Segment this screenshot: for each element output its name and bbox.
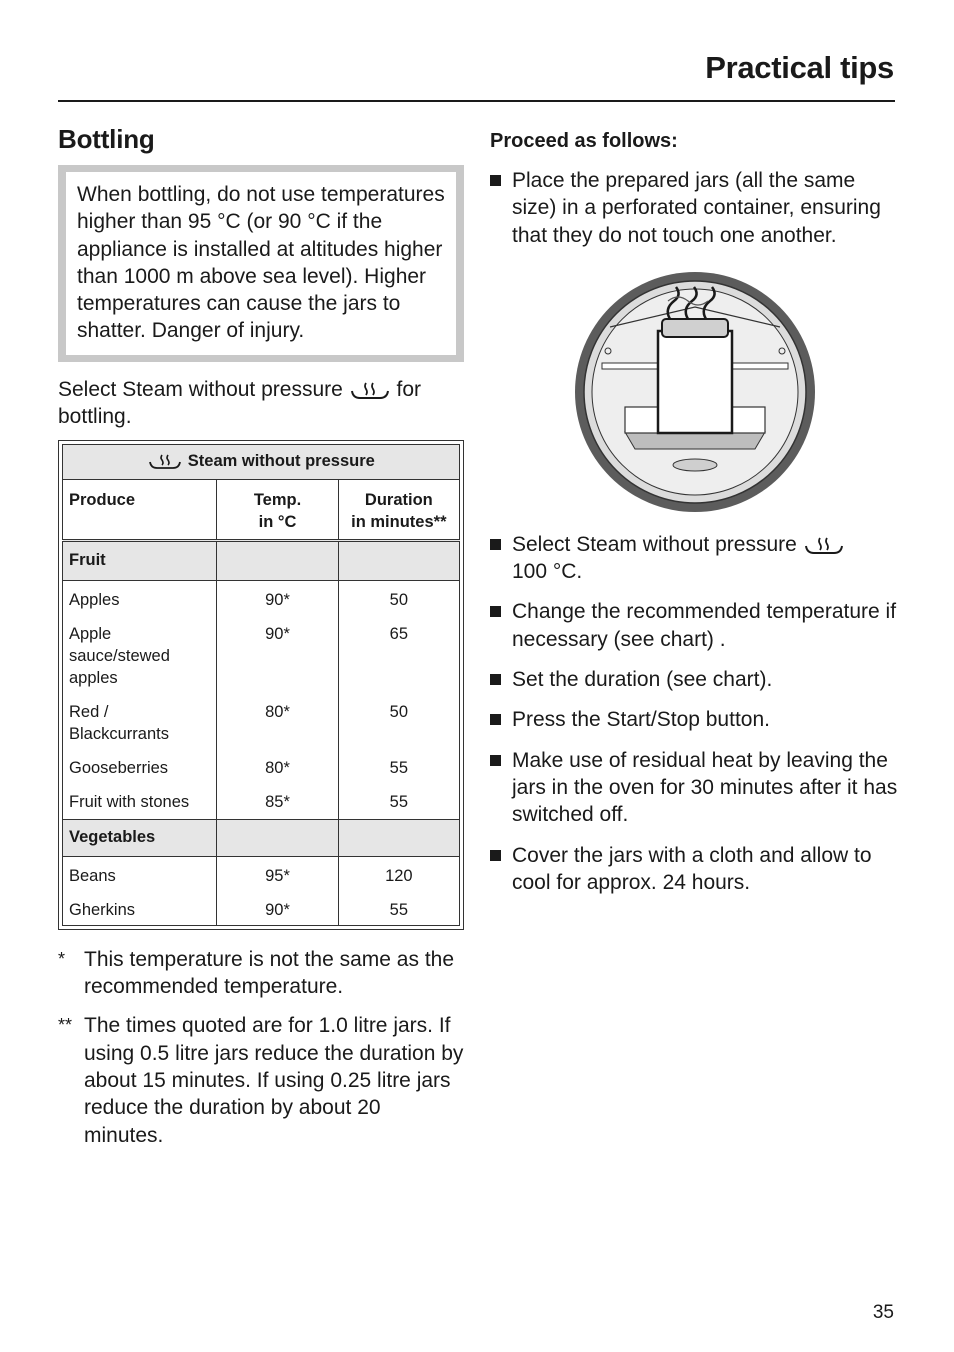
table-caption: [63, 444, 460, 479]
column-header-duration: [338, 479, 459, 540]
category-label: Vegetables: [63, 819, 217, 856]
steam-without-pressure-icon: [147, 453, 183, 471]
step-select-after: 100 °C.: [512, 560, 583, 584]
temp-cell: 90*: [217, 580, 338, 617]
bullet-icon: [490, 606, 501, 617]
header-divider: [58, 100, 895, 102]
procedure-step-text: Cover the jars with a cloth and allow to cool for approx. 24 hours.: [512, 843, 872, 894]
column-header-temp-line2: in °C: [258, 512, 297, 531]
procedure-heading: Proceed as follows:: [490, 130, 678, 152]
procedure-step: [490, 167, 900, 249]
temp-cell: 90*: [217, 617, 338, 695]
cooking-table: [62, 444, 460, 926]
intro-text-before: Select Steam without pressure: [58, 377, 343, 401]
procedure-step-text: Press the Start/Stop button.: [512, 708, 770, 732]
steam-without-pressure-icon: [803, 534, 845, 556]
bullet-icon: [490, 755, 501, 766]
bullet-icon: [490, 539, 501, 550]
bullet-icon: [490, 850, 501, 861]
category-row-vegetables: [63, 819, 460, 856]
duration-cell: 50: [338, 580, 459, 617]
temp-cell: 80*: [217, 751, 338, 785]
temp-cell: 95*: [217, 856, 338, 893]
column-header-duration-line1: Duration: [364, 490, 433, 509]
procedure-step-text: Change the recommended temperature if necessary (see chart) .: [512, 600, 897, 651]
section-heading: Bottling: [58, 124, 155, 154]
page-title: Practical tips: [705, 50, 894, 85]
warning-box: [58, 165, 464, 362]
column-header-temp: [217, 479, 338, 540]
duration-cell: 120: [338, 856, 459, 893]
oven-jar-illustration: [490, 267, 900, 517]
procedure-step: [490, 531, 900, 586]
category-row-fruit: [63, 540, 460, 580]
footnote-mark: *: [58, 948, 66, 969]
procedure-step-text: Make use of residual heat by leaving the jars in the oven for 30 minutes after it has switched off.: [512, 748, 898, 827]
table-row: [63, 580, 460, 617]
bullet-icon: [490, 714, 501, 725]
temp-cell: 90*: [217, 893, 338, 926]
table-row: [63, 785, 460, 820]
category-label: Fruit: [63, 540, 217, 580]
table-row: [63, 751, 460, 785]
table-row: [63, 617, 460, 695]
produce-cell: Beans: [63, 856, 217, 893]
produce-cell: Gherkins: [63, 893, 217, 926]
duration-cell: 65: [338, 617, 459, 695]
column-header-duration-line2: in minutes**: [351, 512, 447, 531]
table-row: [63, 856, 460, 893]
temp-cell: 85*: [217, 785, 338, 820]
produce-cell: Apples: [63, 580, 217, 617]
steam-without-pressure-icon: [349, 379, 391, 401]
duration-cell: 50: [338, 695, 459, 751]
produce-cell: Fruit with stones: [63, 785, 217, 820]
right-column: [490, 130, 900, 909]
procedure-step: [490, 666, 900, 693]
procedure-step: [490, 598, 900, 653]
duration-cell: 55: [338, 785, 459, 820]
produce-cell: Gooseberries: [63, 751, 217, 785]
produce-cell: Red / Blackcurrants: [63, 695, 217, 751]
footnote-text: This temperature is not the same as the recommended temperature.: [84, 947, 455, 999]
procedure-step: [490, 842, 900, 897]
bullet-icon: [490, 175, 501, 186]
footnote-double-asterisk: [58, 1012, 464, 1148]
footnote-mark: **: [58, 1015, 73, 1036]
procedure-step-text: [512, 531, 845, 586]
table-row: [63, 893, 460, 926]
oven-jar-illustration-svg: [570, 267, 820, 517]
page-number: 35: [872, 1302, 894, 1323]
intro-text: [58, 376, 464, 430]
table-caption-label: Steam without pressure: [187, 452, 375, 471]
procedure-step-text: Place the prepared jars (all the same size) in a perforated container, ensuring that they do not touch one another.: [512, 169, 881, 247]
procedure-step: [490, 706, 900, 733]
left-column: [58, 124, 464, 1161]
bullet-icon: [490, 674, 501, 685]
procedure-step: [490, 747, 900, 829]
footnote-text: The times quoted are for 1.0 litre jars. If using 0.5 litre jars reduce the duration by about 15 minutes. If using 0.25 litre jars reduce the duration by about 20 minutes.: [84, 1014, 464, 1147]
column-header-temp-line1: Temp.: [253, 490, 302, 509]
temp-cell: 80*: [217, 695, 338, 751]
footnote-single-asterisk: [58, 946, 464, 1001]
intro-text-after: for bottling.: [58, 377, 422, 428]
warning-text: When bottling, do not use temperatures higher than 95 °C (or 90 °C if the appliance is installed at altitudes higher than 1000 m above sea level). Higher temperatures can cause the jars to shatter. Danger of injury.: [66, 172, 456, 355]
table-row: [63, 695, 460, 751]
column-header-produce: Produce: [63, 479, 217, 540]
produce-cell: Apple sauce/stewed apples: [63, 617, 217, 695]
step-select-before: Select Steam without pressure: [512, 532, 797, 556]
procedure-step-text: Set the duration (see chart).: [512, 668, 773, 692]
cooking-table-frame: [58, 440, 464, 930]
duration-cell: 55: [338, 751, 459, 785]
duration-cell: 55: [338, 893, 459, 926]
footnotes: [58, 946, 464, 1149]
